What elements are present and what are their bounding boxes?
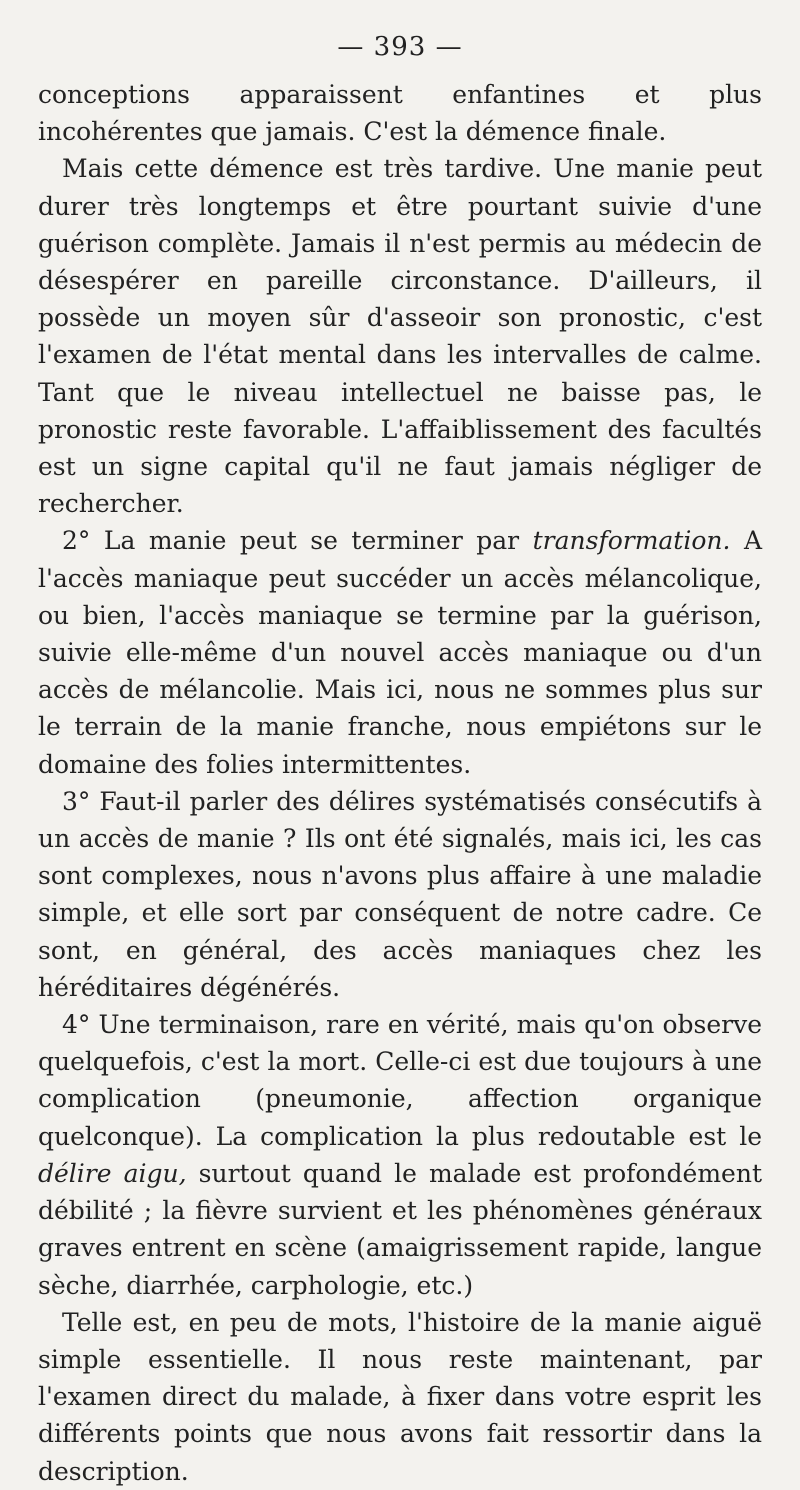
text-run: conceptions apparaissent enfantines et plus incohérentes que jamais. C'est la démence finale. [38, 80, 762, 147]
paragraph-dementia [38, 150, 762, 522]
text-run: Telle est, en peu de mots, l'histoire de la manie aiguë simple essentielle. Il nous reste maintenant, par l'examen direct du malade, à fixer dans votre esprit les différents points que nous avons fait ressortir dans la description. [38, 1307, 762, 1486]
page-body [38, 76, 762, 1490]
paragraph-systematized-delusions [38, 783, 762, 1006]
text-run: 2° La manie peut se terminer par [62, 526, 533, 556]
page-number: — 393 — [337, 32, 463, 62]
italic-term: transformation. [532, 526, 731, 556]
text-run: 4° Une terminaison, rare en vérité, mais qu'on observe quelquefois, c'est la mort. Celle-ci est due toujours à une complication (pneumonie, affection organique quelconque). La complication la plus redoutable est le [38, 1010, 762, 1151]
text-run: surtout quand le malade est profondément débilité ; la fièvre survient et les phénomènes généraux graves entrent en scène (amaigrissement rapide, langue sèche, diarrhée, carphologie, etc.) [38, 1158, 762, 1300]
paragraph-death [38, 1006, 762, 1304]
text-run: A l'accès maniaque peut succéder un accès mélancolique, ou bien, l'accès maniaque se termine par la guérison, suivie elle-même d'un nouvel accès maniaque ou d'un accès de mélancolie. Mais ici, nous ne sommes plus sur le terrain de la manie franche, nous empiétons sur le domaine des folies intermittentes. [38, 526, 762, 779]
paragraph-continuation [38, 76, 762, 150]
text-run: Mais cette démence est très tardive. Une manie peut durer très longtemps et être pourtant suivie d'une guérison complète. Jamais il n'est permis au médecin de désespérer en pareille circonstance. D'ailleurs, il possède un moyen sûr d'asseoir son pronostic, c'est l'examen de l'état mental dans les intervalles de calme. Tant que le niveau intellectuel ne baisse pas, le pronostic reste favorable. L'affaiblissement des facultés est un signe capital qu'il ne faut jamais négliger de rechercher. [38, 154, 762, 519]
text-run: 3° Faut-il parler des délires systématisés consécutifs à un accès de manie ? Ils ont été signalés, mais ici, les cas sont complexes, nous n'avons plus affaire à une maladie simple, et elle sort par conséquent de notre cadre. Ce sont, en général, des accès maniaques chez les héréditaires dégénérés. [38, 786, 762, 1002]
paragraph-transformation [38, 522, 762, 782]
paragraph-conclusion [38, 1304, 762, 1490]
italic-term: délire aigu, [38, 1158, 187, 1188]
